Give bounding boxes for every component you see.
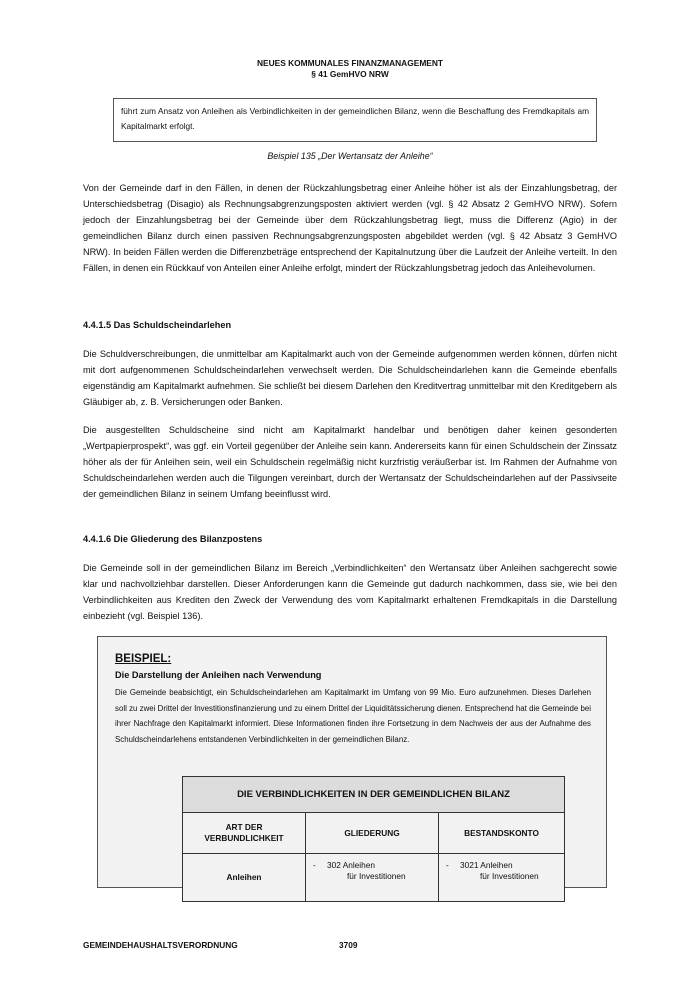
table-title-row: [183, 777, 565, 813]
header-title: NEUES KOMMUNALES FINANZMANAGEMENT: [256, 58, 444, 68]
verbindlichkeiten-table: [182, 776, 565, 902]
cell-gliederung: [306, 854, 439, 902]
intro-box: [113, 98, 597, 142]
cell-bestandskonto: [439, 854, 565, 902]
footer-title: GEMEINDEHAUSHALTSVERORDNUNG: [83, 940, 238, 950]
example-title: Die Darstellung der Anleihen nach Verwendung: [115, 670, 322, 680]
table-header-row: [183, 813, 565, 854]
example-text: Die Gemeinde beabsichtigt, ein Schuldscheindarlehen am Kapitalmarkt im Umfang von 99 Mio. Euro aufzunehmen. Dieses Darlehen soll zu zwei Drittel der Investitionsfinanzierung und zu einem Drittel der Liquiditätssicherung dienen. Entsprechend hat die Gemeinde bei ihrer Nachfrage den Kapitalmarkt informiert. Diese Informationen finden ihre Fortsetzung in dem Nachweis der aus der Aufnahme des Schuldscheindarlehens entstandenen Verbindlichkeiten in der gemeindlichen Bilanz.: [115, 688, 591, 744]
gliederung-line1: 302 Anleihen: [327, 860, 375, 870]
section-heading-schuldscheindarlehen: 4.4.1.5 Das Schuldscheindarlehen: [83, 320, 232, 330]
column-header-bestandskonto: BESTANDSKONTO: [439, 813, 565, 854]
example-caption: Beispiel 135 „Der Wertansatz der Anleihe“: [267, 151, 433, 161]
konto-line1: 3021 Anleihen: [460, 860, 513, 870]
column-header-art: [183, 813, 306, 854]
header-section: § 41 GemHVO NRW: [311, 69, 389, 79]
gliederung-line2: für Investitionen: [347, 871, 406, 881]
table-row: [183, 854, 565, 902]
column-header-art-line1: ART DER: [225, 822, 263, 832]
page-number: 3709: [339, 940, 358, 950]
table-title: DIE VERBINDLICHKEITEN IN DER GEMEINDLICHEN BILANZ: [183, 777, 565, 813]
paragraph-schuldscheine: Die ausgestellten Schuldscheine sind nicht am Kapitalmarkt handelbar und benötigen daher keinen gesonderten „Wertpapierprospekt“, was ggf. ein Vorteil gegenüber der Anleihe sein kann. Andererseits kann für einen Schuldschein der Zinssatz höher als der für Anleihen sein, weil ein Schuldschein regelmäßig nicht kurzfristig veräußerbar ist. Im Rahmen der Aufnahme von Schuldscheindarlehen werden auch die Tilgungen vereinbart, durch der Wertansatz der Schuldscheindarlehen auf der Passivseite der gemeindlichen Bilanz in seinem Umfang beeinflusst wird.: [83, 425, 617, 499]
list-dash: -: [446, 860, 449, 870]
list-dash: -: [313, 860, 316, 870]
example-label: BEISPIEL:: [115, 653, 172, 665]
section-heading-gliederung: 4.4.1.6 Die Gliederung des Bilanzpostens: [83, 534, 263, 544]
cell-art: Anleihen: [183, 854, 306, 902]
paragraph-gliederung: Die Gemeinde soll in der gemeindlichen Bilanz im Bereich „Verbindlichkeiten“ den Wertansatz über Anleihen sachgerecht sowie klar und nachvollziehbar darstellen. Dieser Anforderungen kann die Gemeinde gut dadurch nachkommen, dass sie, wie bei den Verbindlichkeiten aus Krediten den Zweck der Verwendung des vom Kapitalmarkt erhaltenen Fremdkapitals in die Darstellung einbezieht (vgl. Beispiel 136).: [83, 563, 617, 621]
konto-line2: für Investitionen: [480, 871, 539, 881]
paragraph-disagio: Von der Gemeinde darf in den Fällen, in denen der Rückzahlungsbetrag einer Anleihe höher ist als der Einzahlungsbetrag, der Unterschiedsbetrag (Disagio) als Rechnungsabgrenzungsposten aktiviert werden (vgl. § 42 Absatz 2 GemHVO NRW). Sofern jedoch der Einzahlungsbetrag bei der Gemeinde über dem Rückzahlungsbetrag liegt, muss die Differenz (Agio) in der gemeindlichen Bilanz durch einen passiven Rechnungsabgrenzungsposten abgebildet werden (vgl. § 42 Absatz 3 GemHVO NRW). In beiden Fällen werden die Differenzbeträge entsprechend der Kapitalnutzung über die Laufzeit der Anleihe verteilt. In den Fällen, in denen ein Rückkauf von Anteilen einer Anleihe erfolgt, mindert der Rückzahlungsbetrag jedoch das Anleihevolumen.: [83, 183, 617, 273]
page-header: [0, 58, 700, 80]
column-header-art-line2: VERBUNDLICHKEIT: [204, 833, 284, 843]
intro-box-text: führt zum Ansatz von Anleihen als Verbindlichkeiten in der gemeindlichen Bilanz, wenn die Beschaffung des Fremdkapitals am Kapitalmarkt erfolgt.: [121, 106, 589, 131]
column-header-gliederung: GLIEDERUNG: [306, 813, 439, 854]
paragraph-schuldverschreibungen: Die Schuldverschreibungen, die unmittelbar am Kapitalmarkt auch von der Gemeinde aufgenommen werden können, dürfen nicht mit dort aufgenommenen Schuldscheindarlehen verwechselt werden. Die Schuldscheindarlehen kann die Gemeinde ebenfalls eigenständig am Kapitalmarkt aufnehmen. Sie schließt bei diesem Darlehen den Kreditvertrag unmittelbar mit den Kreditgebern als Gläubiger ab, z. B. Versicherungen oder Banken.: [83, 349, 617, 407]
